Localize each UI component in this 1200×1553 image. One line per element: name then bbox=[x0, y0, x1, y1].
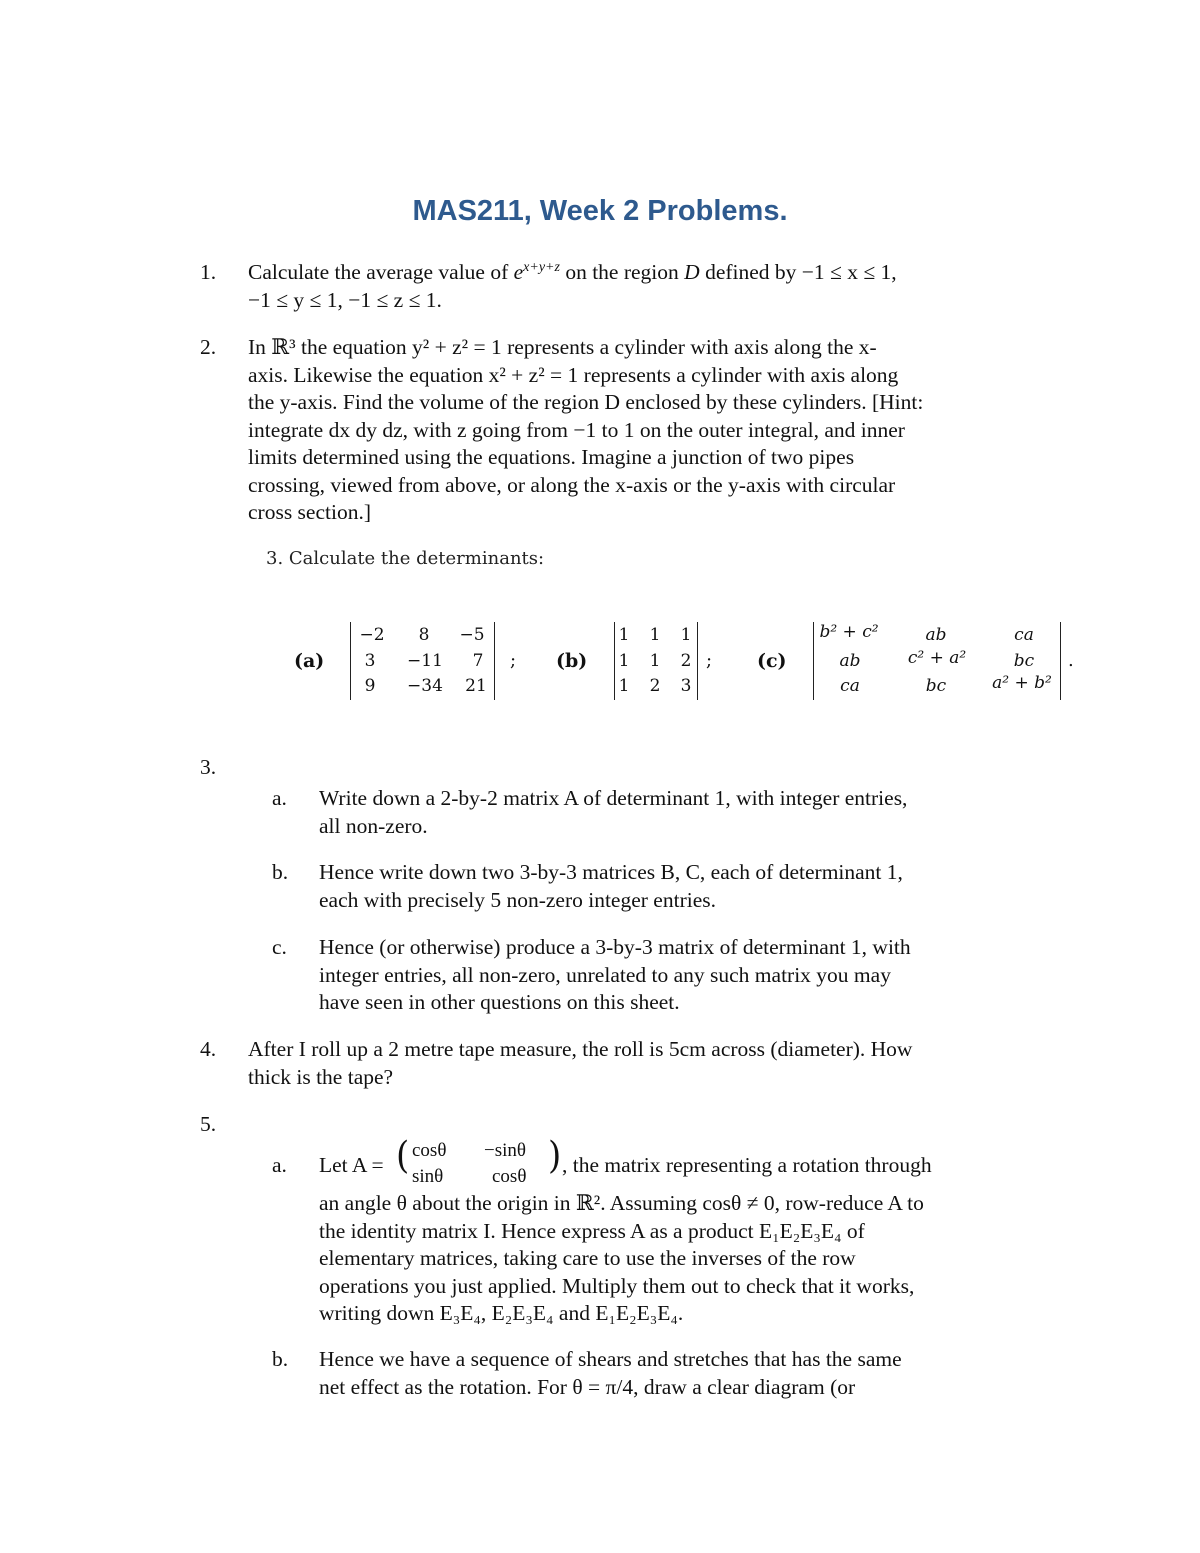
det-b-cell: 2 bbox=[649, 676, 661, 696]
det-c-cell: ca bbox=[1014, 625, 1034, 645]
problem-2-line: integrate dx dy dz, with z going from −1 to 1 on the outer integral, and inner bbox=[248, 417, 905, 442]
rotation-cell: −sinθ bbox=[484, 1140, 526, 1161]
det-a-label: (a) bbox=[294, 650, 325, 672]
problem-3b-line: each with precisely 5 non-zero integer entries. bbox=[319, 887, 716, 912]
problem-5a-line: the identity matrix I. Hence express A as a product E₁E₂E₃E₄ of bbox=[319, 1218, 865, 1243]
problem-3-number: 3. bbox=[200, 755, 217, 779]
det-a-cell: −34 bbox=[407, 676, 443, 696]
det-b-cell: 1 bbox=[649, 625, 661, 645]
det-b-label: (b) bbox=[556, 650, 588, 672]
det-a-cell: 8 bbox=[418, 625, 430, 645]
problem-5b-line: net effect as the rotation. For θ = π/4, draw a clear diagram (or bbox=[319, 1374, 856, 1399]
exp-base: e bbox=[513, 260, 524, 284]
rotation-cell: sinθ bbox=[412, 1166, 444, 1187]
det-c-label: (c) bbox=[757, 650, 787, 672]
det-c-cell: ab bbox=[839, 651, 861, 671]
det-b-cell: 2 bbox=[680, 651, 692, 671]
problem-5a-line: elementary matrices, taking care to use the inverses of the row bbox=[319, 1246, 856, 1270]
problem-3c-line: integer entries, all non-zero, unrelated to any such matrix you may bbox=[319, 962, 891, 987]
problem-1-line1b: on the region bbox=[559, 260, 685, 284]
problem-5a-line: an angle θ about the origin in ℝ². Assuming cosθ ≠ 0, row-reduce A to bbox=[319, 1191, 924, 1215]
problem-3c-line: have seen in other questions on this sheet. bbox=[319, 990, 680, 1014]
problem-5b-line: Hence we have a sequence of shears and stretches that has the same bbox=[319, 1347, 902, 1371]
det-a-cell: −11 bbox=[407, 651, 443, 671]
problem-1-line1c: defined by −1 ≤ x ≤ 1, bbox=[699, 260, 897, 284]
problem-5a-label: a. bbox=[272, 1153, 287, 1177]
problem-4-number: 4. bbox=[200, 1037, 217, 1061]
det-a-cell: 7 bbox=[472, 651, 484, 671]
region-var: D bbox=[684, 260, 700, 284]
problem-5a-text bbox=[319, 1190, 1049, 1328]
rotation-cell: cosθ bbox=[492, 1166, 527, 1187]
problem-3c-line: Hence (or otherwise) produce a 3-by-3 matrix of determinant 1, with bbox=[319, 935, 911, 959]
det-b-cell: 3 bbox=[680, 676, 692, 696]
problem-2-line: In ℝ³ the equation y² + z² = 1 represents a cylinder with axis along the x- bbox=[248, 335, 877, 359]
det-a-cell: 9 bbox=[364, 676, 376, 696]
det-b-cell: 1 bbox=[649, 651, 661, 671]
problem-3b-line: Hence write down two 3-by-3 matrices B, C, each of determinant 1, bbox=[319, 860, 903, 884]
problem-2-number: 2. bbox=[200, 335, 217, 359]
det-b-cell: 1 bbox=[618, 676, 630, 696]
det-a-cell: −5 bbox=[459, 625, 485, 645]
det-c-cell: ab bbox=[925, 625, 947, 645]
det-b-semicolon: ; bbox=[706, 650, 713, 671]
problem-2-line: axis. Likewise the equation x² + z² = 1 represents a cylinder with axis along bbox=[248, 362, 899, 387]
problem-2-line: cross section.] bbox=[248, 500, 371, 524]
problem-4-line: After I roll up a 2 metre tape measure, the roll is 5cm across (diameter). How bbox=[248, 1037, 913, 1061]
det-c-cell: bc bbox=[925, 676, 947, 696]
page-title: MAS211, Week 2 Problems. bbox=[412, 195, 788, 227]
det-c-cell: a² + b² bbox=[992, 673, 1052, 693]
matrix-right-paren: ) bbox=[548, 1134, 562, 1178]
problem-5a-after: , the matrix representing a rotation through bbox=[562, 1153, 932, 1177]
problem-2-line: crossing, viewed from above, or along the x-axis or the y-axis with circular bbox=[248, 472, 896, 497]
problem-3a-line: Write down a 2-by-2 matrix A of determinant 1, with integer entries, bbox=[319, 786, 908, 810]
problem-2-text bbox=[248, 334, 1048, 527]
problem-5b-label: b. bbox=[272, 1347, 289, 1371]
det-c-right-bar bbox=[1060, 622, 1061, 700]
exp-sup: x+y+z bbox=[523, 260, 560, 275]
problem-1-text bbox=[248, 259, 1048, 314]
det-b-cell: 1 bbox=[680, 625, 692, 645]
problem-1-line2: −1 ≤ y ≤ 1, −1 ≤ z ≤ 1. bbox=[248, 287, 442, 312]
problem-4-line: thick is the tape? bbox=[248, 1064, 394, 1089]
determinants-heading: 3. Calculate the determinants: bbox=[266, 548, 545, 569]
problem-1-number: 1. bbox=[200, 260, 217, 284]
problem-5-number: 5. bbox=[200, 1112, 217, 1136]
det-c-cell: c² + a² bbox=[907, 648, 967, 668]
problem-5a-line: operations you just applied. Multiply them out to check that it works, bbox=[319, 1273, 915, 1298]
matrix-left-paren: ( bbox=[396, 1134, 410, 1178]
det-c-cell: ca bbox=[840, 676, 860, 696]
det-b-cell: 1 bbox=[618, 625, 630, 645]
problem-3a-label: a. bbox=[272, 786, 287, 810]
problem-5a-line: writing down E₃E₄, E₂E₃E₄ and E₁E₂E₃E₄. bbox=[319, 1301, 684, 1325]
problem-3b-text bbox=[319, 859, 1039, 914]
problem-1-line1a: Calculate the average value of bbox=[248, 260, 514, 284]
det-b-right-bar bbox=[697, 622, 698, 700]
det-c-cell: b² + c² bbox=[819, 622, 879, 642]
problem-5b-text bbox=[319, 1346, 1049, 1401]
det-c-period: . bbox=[1068, 650, 1074, 671]
det-a-semicolon: ; bbox=[510, 650, 517, 671]
problem-3a-text bbox=[319, 785, 1039, 840]
det-c-cell: bc bbox=[1013, 651, 1035, 671]
rotation-cell: cosθ bbox=[412, 1140, 447, 1161]
problem-3b-label: b. bbox=[272, 860, 289, 884]
problem-3c-label: c. bbox=[272, 935, 287, 959]
det-b-cell: 1 bbox=[618, 651, 630, 671]
problem-5a-let: Let A = bbox=[319, 1153, 384, 1177]
problem-2-line: the y-axis. Find the volume of the region D enclosed by these cylinders. [Hint: bbox=[248, 390, 924, 414]
problem-2-line: limits determined using the equations. Imagine a junction of two pipes bbox=[248, 445, 855, 469]
det-a-cell: −2 bbox=[359, 625, 385, 645]
det-a-cell: 3 bbox=[364, 651, 376, 671]
problem-3a-line: all non-zero. bbox=[319, 813, 428, 838]
problem-3c-text bbox=[319, 934, 1039, 1017]
det-a-cell: 21 bbox=[465, 676, 487, 696]
problem-4-text bbox=[248, 1036, 1048, 1091]
